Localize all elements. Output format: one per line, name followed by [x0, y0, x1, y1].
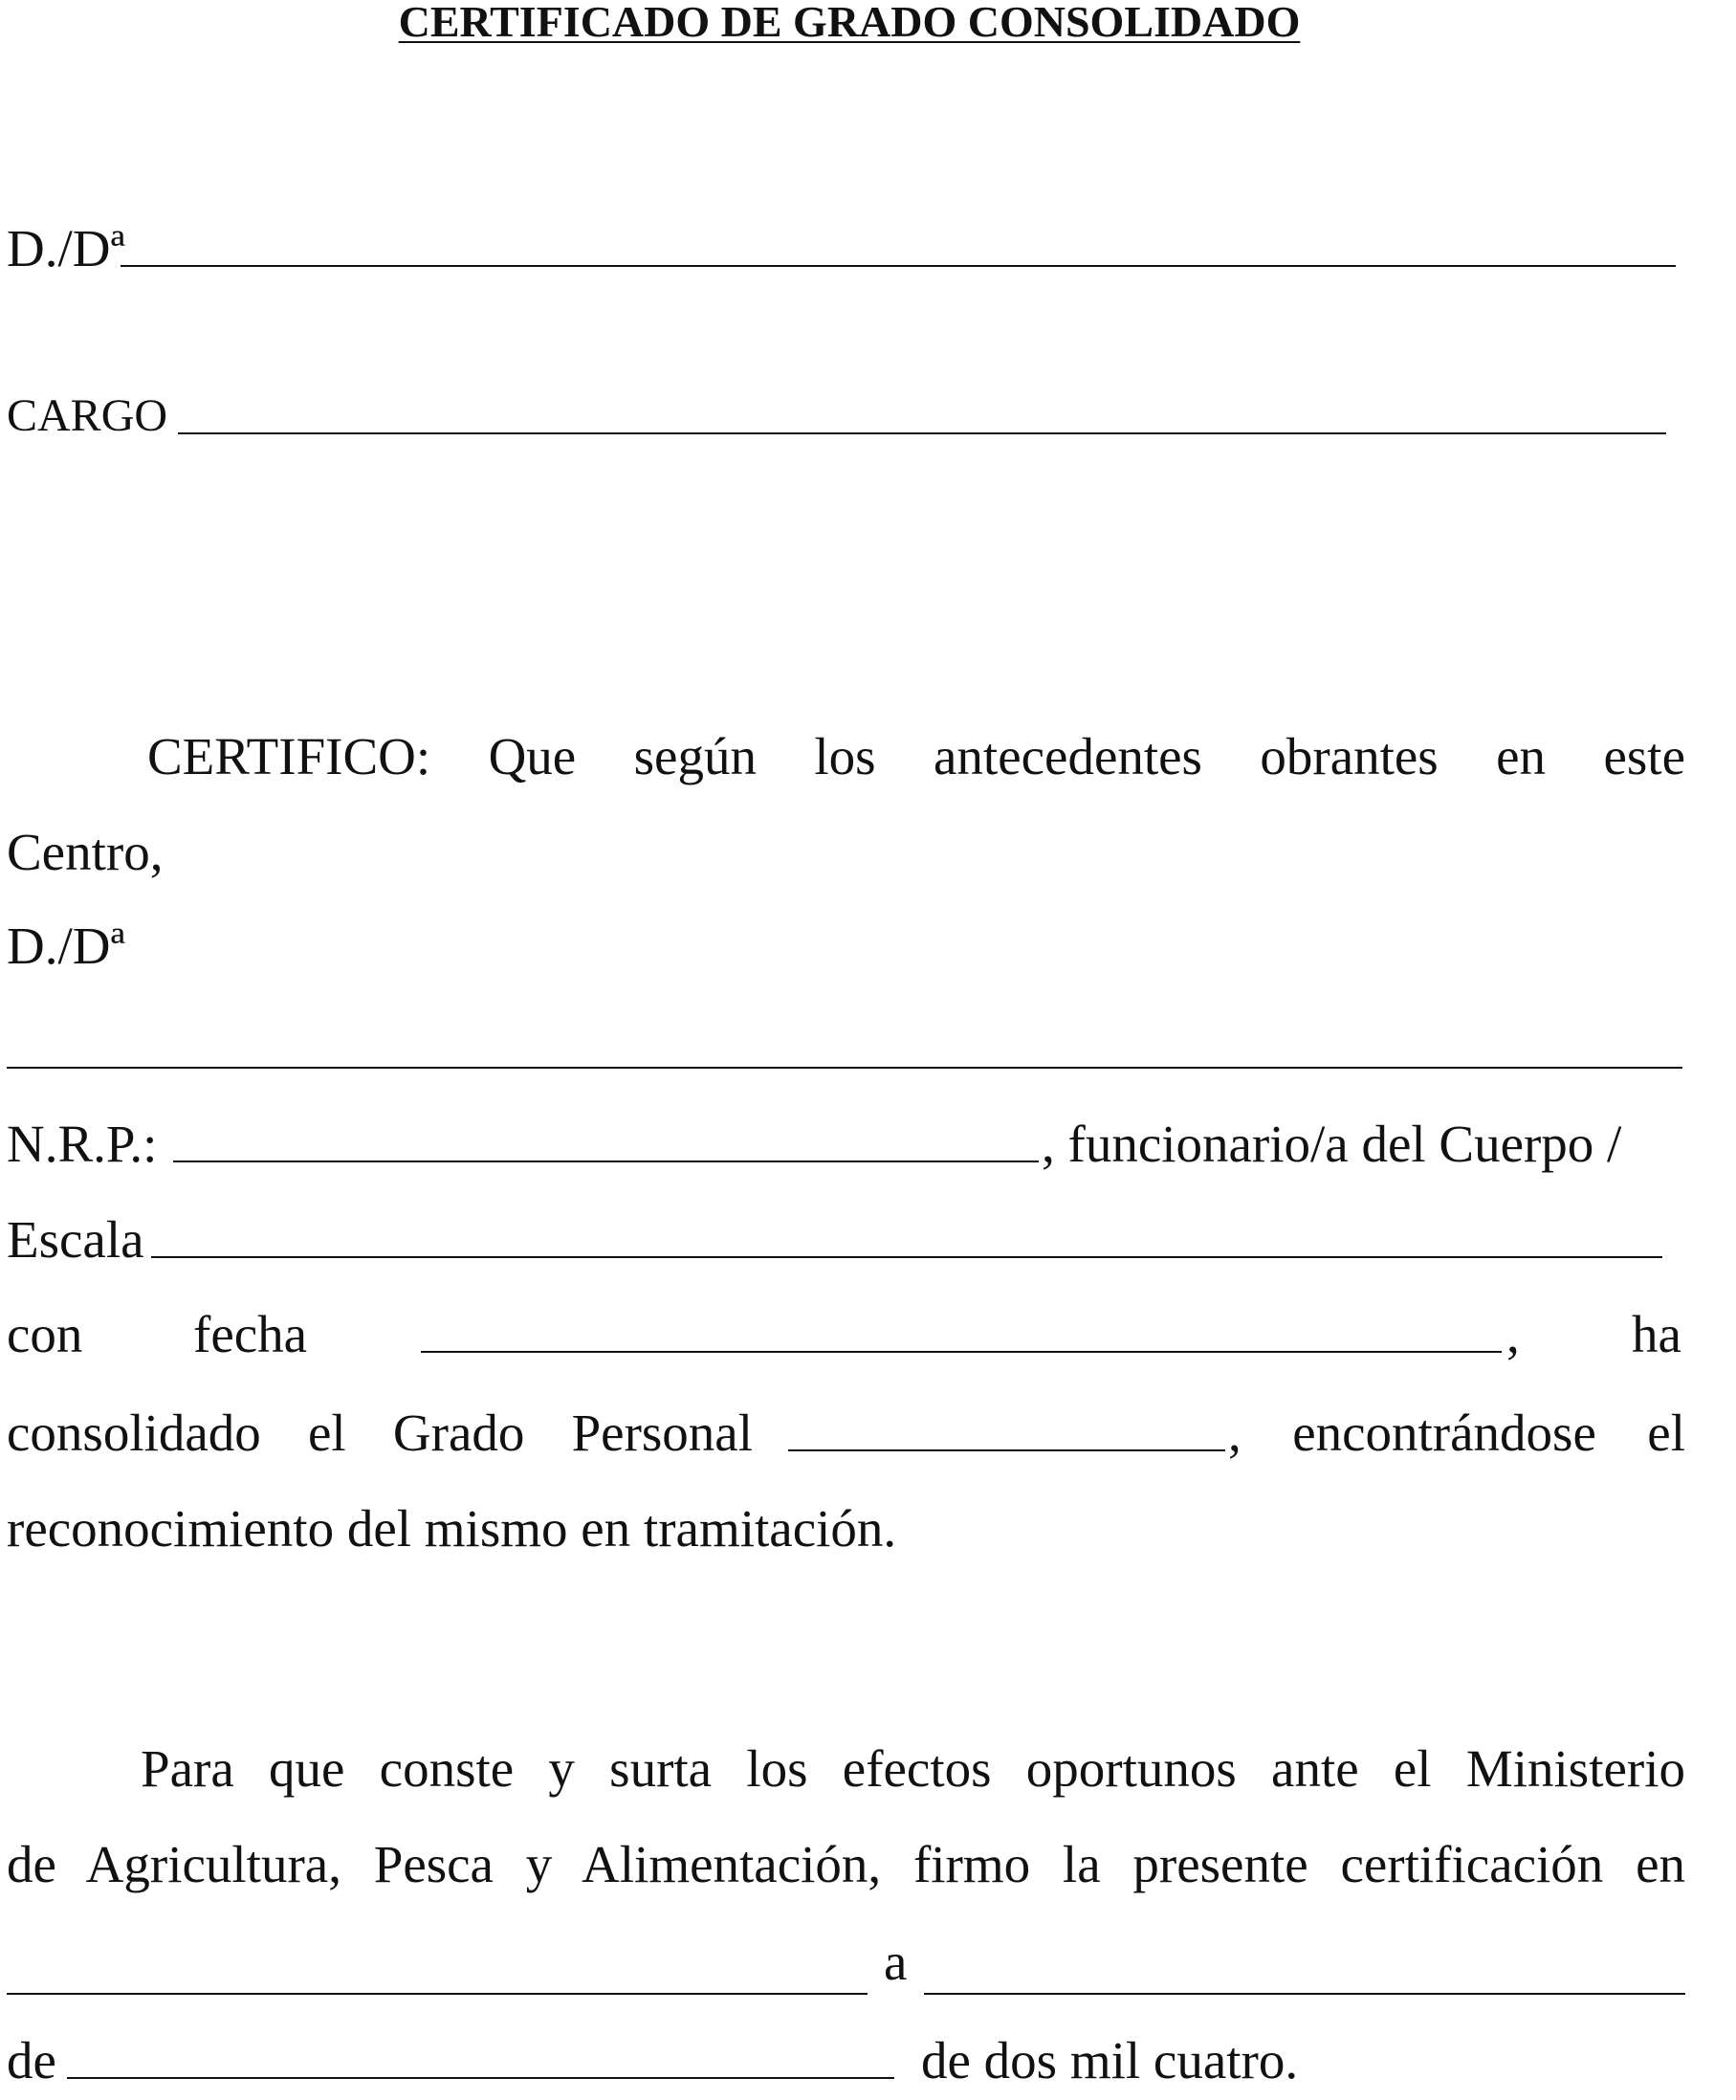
escala-field[interactable]	[151, 1256, 1662, 1258]
official-name-field[interactable]	[7, 1067, 1682, 1069]
certifico-line: CERTIFICO: Que según los antecedentes obrantes en este	[147, 727, 1685, 785]
closing-line-2: de Agricultura, Pesca y Alimentación, firmo la presente certificación en	[7, 1835, 1685, 1893]
consolidado-text: consolidado el Grado Personal	[7, 1404, 753, 1462]
grado-field[interactable]	[788, 1449, 1225, 1451]
day-field[interactable]	[924, 1993, 1685, 1995]
escala-label: Escala	[7, 1210, 144, 1269]
comma: ,	[1506, 1305, 1520, 1363]
centro-text: Centro,	[7, 823, 164, 881]
cargo-field[interactable]	[178, 432, 1666, 434]
nrp-suffix: , funcionario/a del Cuerpo /	[1042, 1115, 1622, 1173]
de-text: de	[7, 2031, 56, 2089]
fecha-text: fecha	[193, 1305, 308, 1363]
con-text: con	[7, 1305, 83, 1363]
month-field[interactable]	[67, 2077, 894, 2079]
year-text: de dos mil cuatro.	[921, 2031, 1299, 2089]
name-field[interactable]	[121, 265, 1676, 267]
nrp-field[interactable]	[173, 1161, 1039, 1162]
nrp-label: N.R.P.:	[7, 1115, 158, 1173]
reconocimiento-text: reconocimiento del mismo en tramitación.	[7, 1499, 897, 1558]
name-label: D./Dª	[7, 219, 125, 277]
name-label-2: D./Dª	[7, 917, 125, 975]
a-text: a	[884, 1933, 908, 1991]
fecha-field[interactable]	[421, 1351, 1502, 1353]
cargo-label: CARGO	[7, 390, 168, 441]
place-field[interactable]	[7, 1993, 868, 1995]
ha-text: ha	[1632, 1305, 1681, 1363]
closing-line-1: Para que conste y surta los efectos oportunos ante el Ministerio	[141, 1739, 1685, 1798]
encontrandose-text: , encontrándose el	[1228, 1404, 1685, 1462]
document-title: CERTIFICADO DE GRADO CONSOLIDADO	[398, 0, 1301, 46]
